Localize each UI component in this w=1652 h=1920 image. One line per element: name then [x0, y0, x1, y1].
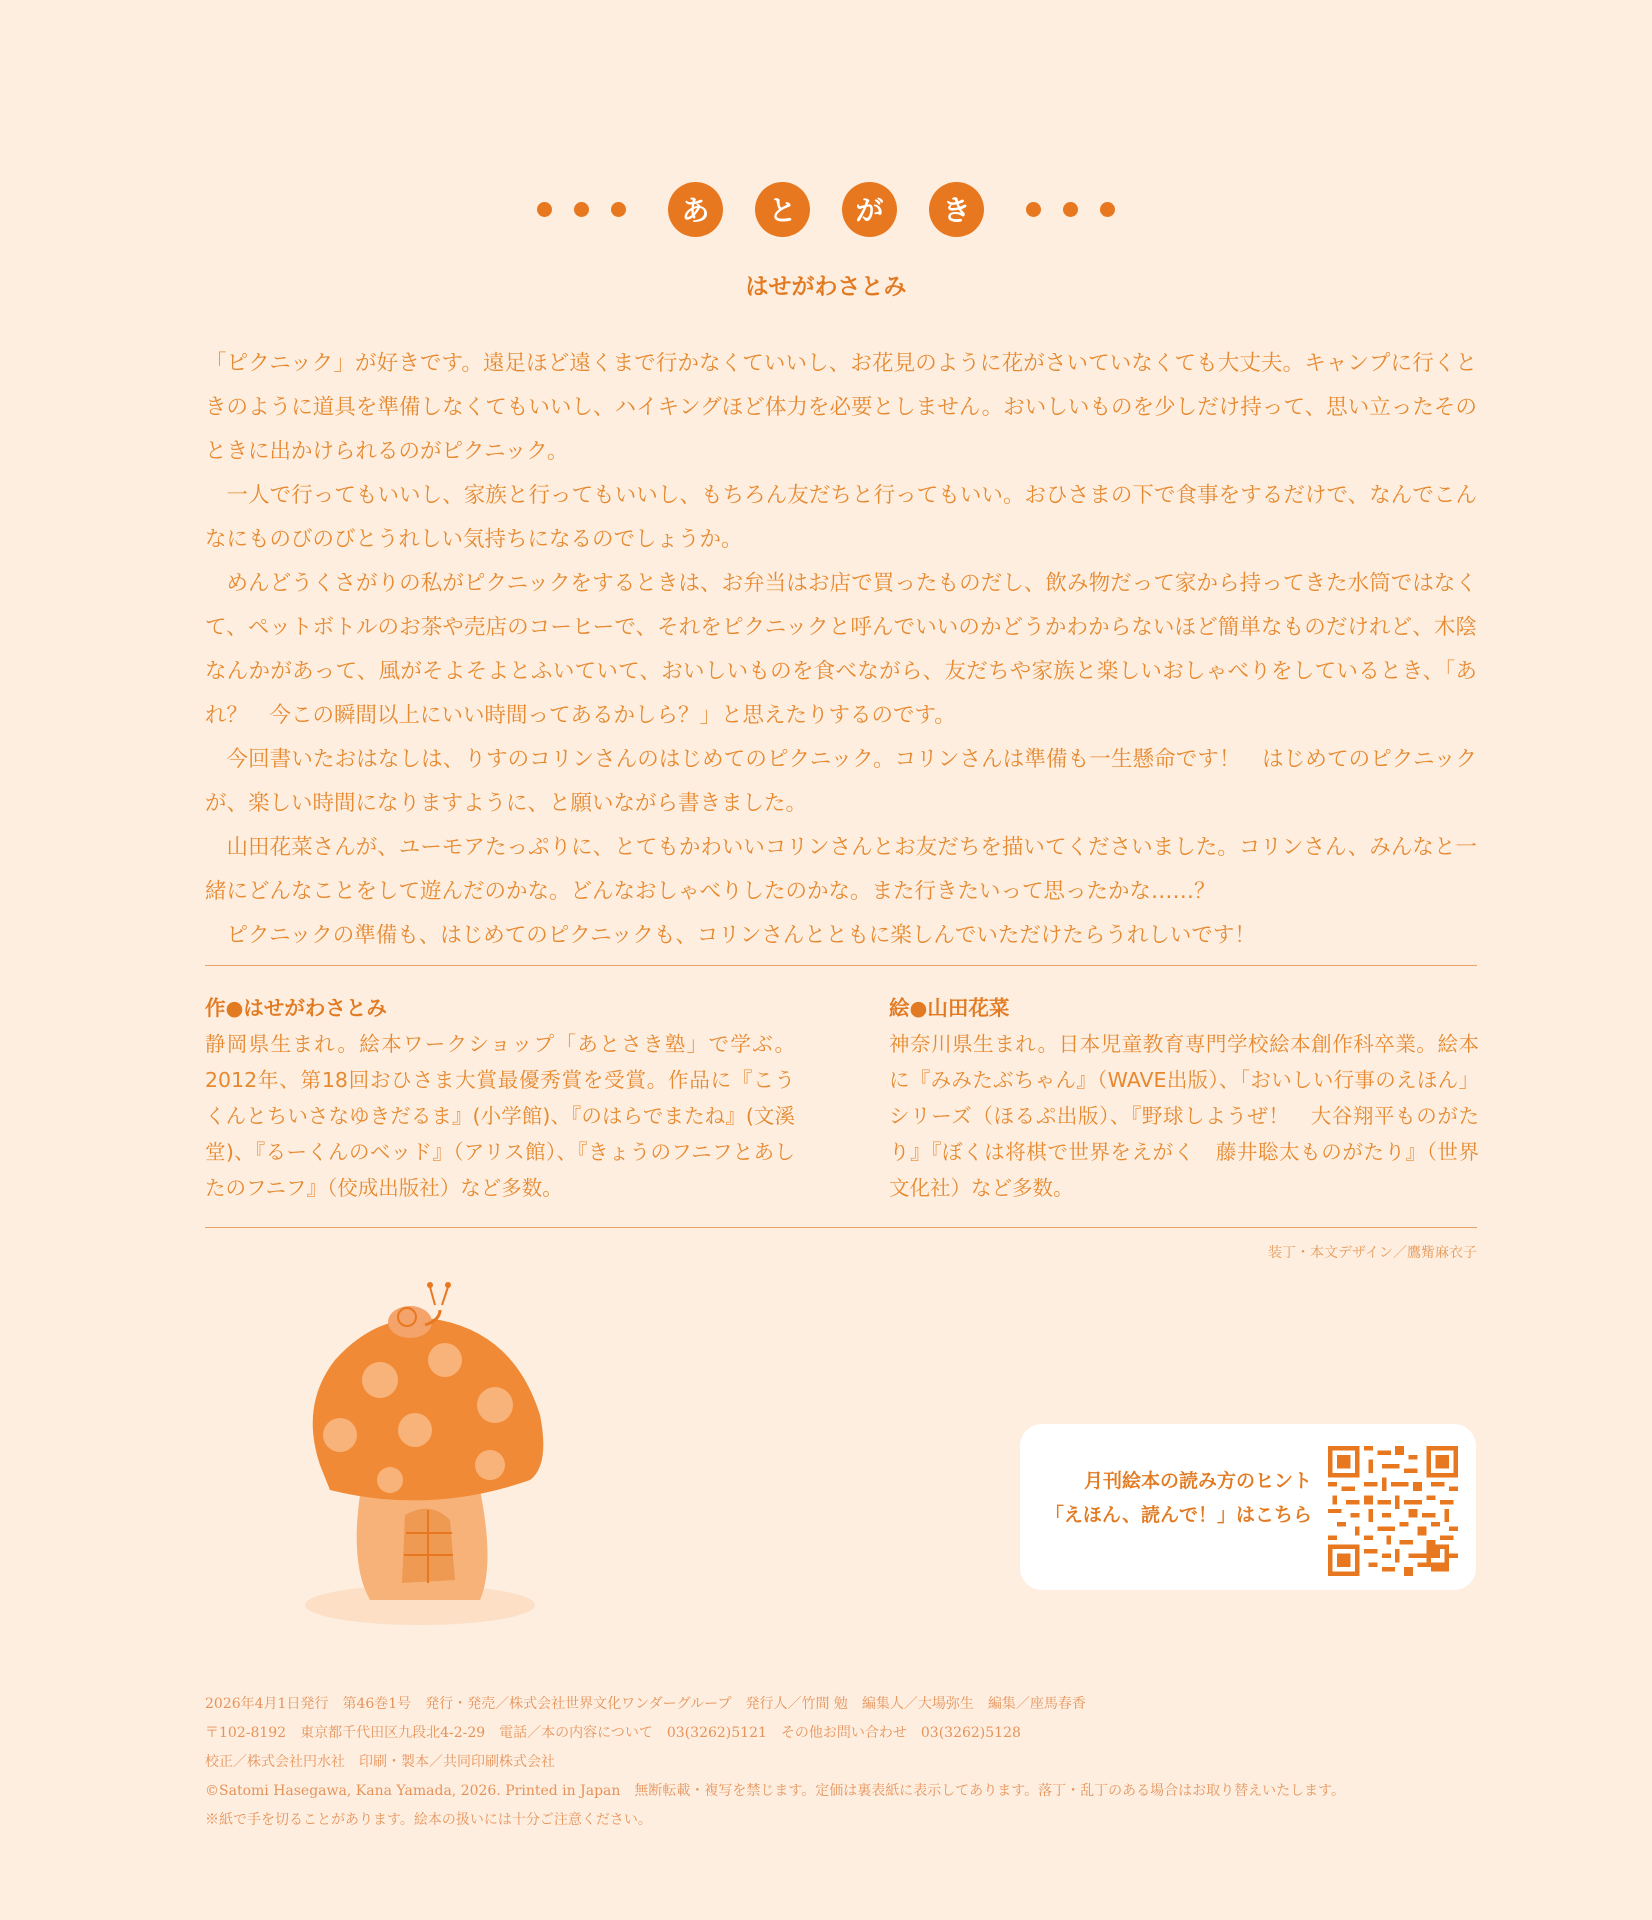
dot-decoration: [574, 202, 589, 217]
author-bio-title: 作●はせがわさとみ: [205, 996, 387, 1020]
colophon-line: 〒102-8192 東京都千代田区九段北4-2-29 電話／本の内容について 03(3262)5121 その他お問い合わせ 03(3262)5128: [205, 1725, 1021, 1741]
afterword-heading: [0, 181, 1652, 237]
qr-code-icon[interactable]: [1328, 1446, 1458, 1576]
body-paragraph: めんどうくさがりの私がピクニックをするときは、お弁当はお店で買ったものだし、飲み物だって家から持ってきた水筒ではなくて、ペットボトルのお茶や売店のコーヒーで、それをピクニックと呼んでいいのかどうかわからないほど簡単なものだけれど、木陰なんかがあって、風がそよそよとふいていて、おいしいものを食べながら、友だちや家族と楽しいおしゃべりをしているとき、「あれ？ 今この瞬間以上にいい時間ってあるかしら？」と思えたりするのです。: [205, 571, 1477, 728]
qr-label: [1042, 1464, 1312, 1532]
heading-char: が: [842, 182, 897, 237]
colophon-line: ©Satomi Hasegawa, Kana Yamada, 2026. Printed in Japan 無断転載・複写を禁じます。定価は裏表紙に表示してあります。落丁・乱丁のある場合はお取り替えいたします。: [205, 1783, 1346, 1799]
dot-decoration: [537, 202, 552, 217]
dot-decoration: [611, 202, 626, 217]
heading-char: あ: [668, 182, 723, 237]
author-bio: [205, 990, 795, 1206]
illustrator-bio-title: 絵●山田花菜: [889, 996, 1010, 1020]
dot-decoration: [1026, 202, 1041, 217]
qr-label-line2: 「えほん、読んで！」はこちら: [1044, 1504, 1312, 1526]
body-paragraph: 山田花菜さんが、ユーモアたっぷりに、とてもかわいいコリンさんとお友だちを描いてくださいました。コリンさん、みんなと一緒にどんなことをして遊んだのかな。どんなおしゃべりしたのかな。また行きたいって思ったかな……？: [205, 835, 1477, 904]
heading-char: き: [929, 182, 984, 237]
qr-label-line1: 月刊絵本の読み方のヒント: [1083, 1470, 1312, 1492]
dots-right: [1026, 202, 1115, 217]
body-paragraph: ピクニックの準備も、はじめてのピクニックも、コリンさんとともに楽しんでいただけたらうれしいです！: [226, 923, 1256, 948]
illustrator-bio-text: 神奈川県生まれ。日本児童教育専門学校絵本創作科卒業。絵本に『みみたぶちゃん』（WAVE出版）、「おいしい行事のえほん」シリーズ（ほるぷ出版）、『野球しようぜ！ 大谷翔平ものがたり』『ぼくは将棋で世界をえがく 藤井聡太ものがたり』（世界文化社）など多数。: [889, 1032, 1479, 1200]
design-credit: 装丁・本文デザイン／鷹觜麻衣子: [1267, 1245, 1477, 1261]
colophon-line: 校正／株式会社円水社 印刷・製本／共同印刷株式会社: [205, 1754, 555, 1770]
qr-card[interactable]: [1020, 1424, 1476, 1590]
colophon-line: 2026年4月1日発行 第46巻1号 発行・発売／株式会社世界文化ワンダーグループ 発行人／竹間 勉 編集人／大場弥生 編集／座馬春香: [205, 1696, 1086, 1712]
dots-left: [537, 202, 626, 217]
divider-bottom: [205, 1227, 1477, 1228]
mushroom-snail-illustration: [290, 1265, 560, 1630]
afterword-body: [205, 342, 1477, 958]
heading-circles: [668, 182, 984, 237]
dot-decoration: [1100, 202, 1115, 217]
body-paragraph: 一人で行ってもいいし、家族と行ってもいいし、もちろん友だちと行ってもいい。おひさまの下で食事をするだけで、なんでこんなにものびのびとうれしい気持ちになるのでしょうか。: [205, 483, 1477, 552]
colophon-line: ※紙で手を切ることがあります。絵本の扱いには十分ご注意ください。: [205, 1812, 652, 1828]
body-paragraph: 今回書いたおはなしは、りすのコリンさんのはじめてのピクニック。コリンさんは準備も一生懸命です！ はじめてのピクニックが、楽しい時間になりますように、と願いながら書きました。: [205, 747, 1477, 816]
body-paragraph: 「ピクニック」が好きです。遠足ほど遠くまで行かなくていいし、お花見のように花がさいていなくても大丈夫。キャンプに行くときのように道具を準備しなくてもいいし、ハイキングほど体力を必要としません。おいしいものを少しだけ持って、思い立ったそのときに出かけられるのがピクニック。: [205, 351, 1477, 464]
author-bio-text: 静岡県生まれ。絵本ワークショップ「あとさき塾」で学ぶ。2012年、第18回おひさま大賞最優秀賞を受賞。作品に『こうくんとちいさなゆきだるま』(小学館)、『のはらでまたね』(文溪堂)、『るーくんのベッド』（アリス館）、『きょうのフニフとあしたのフニフ』（佼成出版社）など多数。: [205, 1032, 795, 1200]
divider-top: [205, 965, 1477, 966]
dot-decoration: [1063, 202, 1078, 217]
heading-char: と: [755, 182, 810, 237]
illustrator-bio: [889, 990, 1479, 1206]
author-name: はせがわさとみ: [745, 274, 907, 300]
colophon: [205, 1690, 1495, 1835]
